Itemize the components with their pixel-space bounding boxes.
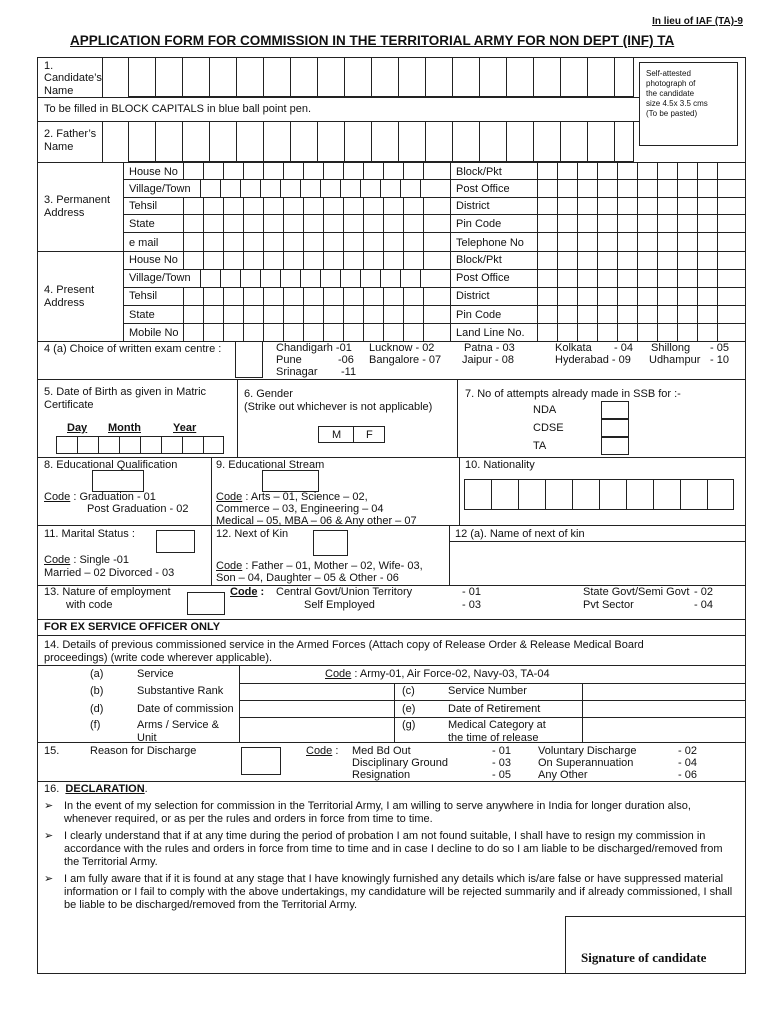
- q15-label: Reason for Discharge: [90, 745, 197, 757]
- centre-shillong: Shillong: [651, 342, 691, 354]
- q8-label: 8. Educational Qualification: [44, 459, 178, 471]
- employment-self-employed: Self Employed: [304, 599, 375, 611]
- q13-label: 13. Nature of employment with code: [44, 586, 171, 611]
- perm-left-cells-4[interactable]: [183, 214, 443, 232]
- ssb-nda-label: NDA: [533, 404, 557, 416]
- employment-self-employed-code: - 03: [462, 599, 481, 611]
- centre-jaipur: Jaipur - 08: [462, 354, 514, 366]
- service-row-d-key: (d): [90, 703, 104, 715]
- centre-udhampur-code: - 10: [710, 354, 729, 366]
- ssb-ta-label: TA: [533, 440, 547, 452]
- service-code-legend: Code : Army-01, Air Force-02, Navy-03, TA-04: [325, 668, 550, 680]
- centre-shillong-code: - 05: [710, 342, 729, 354]
- centre-hyderabad: Hyderabad - 09: [555, 354, 631, 366]
- q12-code-line2: Son – 04, Daughter – 05 & Other - 06: [216, 572, 399, 584]
- ex-service-heading: FOR EX SERVICE OFFICER ONLY: [44, 621, 221, 633]
- next-of-kin-code-box[interactable]: [313, 530, 348, 556]
- discharge-resignation: Resignation: [352, 769, 411, 781]
- pres-left-cells-3[interactable]: [183, 287, 443, 305]
- candidate-name-cells[interactable]: [128, 57, 634, 97]
- q2-label: 2. Father’s Name: [44, 128, 97, 153]
- centre-srinagar-code: -11: [341, 366, 357, 378]
- ssb-cdse-label: CDSE: [533, 422, 564, 434]
- declaration-item-2: ➢ I clearly understand that if at any time during the period of probation I am not found suitable, I shall have to resign my commission in accordance with the rules and orders in force from time to time and in case I decline to do so I am liable to be discharged/removed from the Territorial Army.: [44, 830, 723, 868]
- centre-pune: Pune: [276, 354, 302, 366]
- discharge-med-bd-out: Med Bd Out: [352, 745, 411, 757]
- centre-pune-code: -06: [338, 354, 354, 366]
- q9-label: 9. Educational Stream: [216, 459, 325, 471]
- perm-district-label: District: [456, 200, 490, 212]
- declaration-item-1: ➢ In the event of my selection for commission in the Territorial Army, I am willing to serve anywhere in India for longer duration also, whenever required, or as per the rules and orders in force from time to time.: [44, 800, 691, 825]
- centre-chandigarh: Chandigarh -01: [276, 342, 352, 354]
- pres-block-label: Block/Pkt: [456, 254, 502, 266]
- pres-mobile-label: Mobile No: [129, 327, 179, 339]
- q6-label: 6. Gender: [244, 388, 293, 400]
- q11-code-line1: Code : Single -01: [44, 554, 129, 566]
- declaration-item-3: ➢ I am fully aware that if it is found at any stage that I have knowingly furnished any details which is/are false or have suppressed material information or I fail to comply with the above undertakings, my candidature will be rejected summarily and if already commissioned, I shall be liable to be discharged/removed from the Territorial Army.: [44, 873, 733, 911]
- centre-kolkata-code: - 04: [614, 342, 633, 354]
- centre-patna: Patna - 03: [464, 342, 515, 354]
- discharge-disciplinary: Disciplinary Ground: [352, 757, 448, 769]
- service-row-f-key: (f): [90, 719, 101, 731]
- discharge-voluntary: Voluntary Discharge: [538, 745, 637, 757]
- service-row-e-label: Date of Retirement: [448, 703, 541, 715]
- q12-label: 12. Next of Kin: [216, 528, 289, 540]
- service-row-a-key: (a): [90, 668, 104, 680]
- nationality-cells[interactable]: [464, 479, 739, 510]
- employment-pvt-sector: Pvt Sector: [583, 599, 634, 611]
- pres-left-cells-2[interactable]: [200, 269, 440, 287]
- perm-left-cells-5[interactable]: [183, 232, 443, 251]
- marital-code-box[interactable]: [156, 530, 195, 553]
- service-row-f-label: Arms / Service & Unit: [137, 719, 219, 744]
- q8-code-line2: Post Graduation - 02: [87, 503, 189, 515]
- service-row-g-label: Medical Category at the time of release: [448, 719, 546, 744]
- pres-pin-label: Pin Code: [456, 309, 502, 321]
- pres-left-cells-1[interactable]: [183, 251, 443, 269]
- discharge-superannuation: On Superannuation: [538, 757, 634, 769]
- ssb-cdse-box[interactable]: [601, 419, 629, 437]
- pres-landline-label: Land Line No.: [456, 327, 525, 339]
- perm-email-label: e mail: [129, 237, 159, 249]
- q9-code-line3: Medical – 05, MBA – 06 & Any other – 07: [216, 515, 417, 527]
- employment-pvt-sector-code: - 04: [694, 599, 713, 611]
- dob-month-label: Month: [108, 422, 141, 434]
- q3-label: 3. Permanent Address: [44, 194, 111, 219]
- pres-right-cells-4[interactable]: [557, 305, 737, 323]
- employment-central-govt-code: - 01: [462, 586, 481, 598]
- q1-number: 1.: [44, 60, 54, 72]
- dob-day-label: Day: [67, 422, 88, 434]
- q4a-label: 4 (a) Choice of written exam centre :: [44, 343, 222, 355]
- perm-telephone-label: Telephone No: [456, 237, 524, 249]
- perm-post-office-label: Post Office: [456, 183, 510, 195]
- perm-right-cells-1[interactable]: [557, 162, 737, 180]
- perm-block-label: Block/Pkt: [456, 166, 502, 178]
- service-row-c-label: Service Number: [448, 685, 527, 697]
- qualification-code-box[interactable]: [92, 470, 144, 492]
- q10-label: 10. Nationality: [465, 459, 535, 471]
- perm-pin-label: Pin Code: [456, 218, 502, 230]
- discharge-any-other: Any Other: [538, 769, 588, 781]
- employment-code-box[interactable]: [187, 592, 225, 615]
- pres-right-cells-3[interactable]: [557, 287, 737, 305]
- perm-tehsil-label: Tehsil: [129, 200, 158, 212]
- declaration-list: [44, 800, 740, 916]
- q6-note: (Strike out whichever is not applicable): [244, 401, 433, 413]
- pres-right-cells-1[interactable]: [557, 251, 737, 269]
- perm-house-no-label: House No: [129, 166, 178, 178]
- arrow-bullet-icon: ➢: [44, 800, 54, 812]
- q4-label: 4. Present Address: [44, 284, 95, 309]
- q11-code-line2: Married – 02 Divorced - 03: [44, 567, 175, 579]
- q8-code-line1: Code : Graduation - 01: [44, 491, 156, 503]
- block-capitals-note: To be filled in BLOCK CAPITALS in blue ball point pen.: [44, 103, 312, 115]
- gender-male-label: M: [332, 429, 342, 441]
- q9-code-line1: Code : Arts – 01, Science – 02,: [216, 491, 368, 503]
- q16-heading: 16. DECLARATION.: [44, 783, 148, 795]
- pres-district-label: District: [456, 290, 490, 302]
- service-row-b-key: (b): [90, 685, 104, 697]
- exam-centre-code-box[interactable]: [235, 341, 263, 378]
- q11-label: 11. Marital Status :: [44, 528, 135, 540]
- discharge-code-box[interactable]: [241, 747, 281, 775]
- pres-right-cells-5[interactable]: [557, 323, 737, 341]
- centre-lucknow: Lucknow - 02: [369, 342, 435, 354]
- discharge-superannuation-code: - 04: [678, 757, 697, 769]
- employment-state-govt-code: - 02: [694, 586, 713, 598]
- arrow-bullet-icon: ➢: [44, 830, 54, 842]
- dob-cells[interactable]: [56, 436, 224, 454]
- ssb-nda-box[interactable]: [601, 401, 629, 419]
- centre-kolkata: Kolkata: [555, 342, 592, 354]
- employment-state-govt: State Govt/Semi Govt: [583, 586, 690, 598]
- discharge-resignation-code: - 05: [492, 769, 511, 781]
- gender-female-label: F: [366, 429, 373, 441]
- perm-left-cells-3[interactable]: [183, 197, 443, 215]
- pres-post-office-label: Post Office: [456, 272, 510, 284]
- q14-text-line1: 14. Details of previous commissioned service in the Armed Forces (Attach copy of Release Order & Release Medical Board: [44, 639, 644, 651]
- q1-label: Candidate’s Name: [44, 72, 102, 97]
- q13-code-label: Code :: [230, 586, 265, 598]
- employment-central-govt: Central Govt/Union Territory: [276, 586, 413, 598]
- form-reference: In lieu of IAF (TA)-9: [652, 16, 743, 27]
- discharge-disciplinary-code: - 03: [492, 757, 511, 769]
- q14-text-line2: proceedings) (write code wherever applicable).: [44, 652, 273, 664]
- ssb-ta-box[interactable]: [601, 437, 629, 455]
- service-row-e-key: (e): [402, 703, 416, 715]
- discharge-any-other-code: - 06: [678, 769, 697, 781]
- father-name-cells[interactable]: [128, 121, 634, 162]
- centre-bangalore: Bangalore - 07: [369, 354, 442, 366]
- service-row-c-key: (c): [402, 685, 415, 697]
- stream-code-box[interactable]: [262, 470, 319, 492]
- centre-udhampur: Udhampur: [649, 354, 701, 366]
- discharge-voluntary-code: - 02: [678, 745, 697, 757]
- service-row-d-label: Date of commission: [137, 703, 234, 715]
- pres-village-label: Village/Town: [129, 272, 191, 284]
- q7-label: 7. No of attempts already made in SSB for :-: [465, 388, 681, 400]
- pres-tehsil-label: Tehsil: [129, 290, 158, 302]
- perm-right-cells-5[interactable]: [557, 232, 737, 251]
- perm-village-label: Village/Town: [129, 183, 191, 195]
- perm-state-label: State: [129, 218, 155, 230]
- q12-code-line1: Code : Father – 01, Mother – 02, Wife- 03,: [216, 560, 423, 572]
- arrow-bullet-icon: ➢: [44, 873, 54, 885]
- service-row-g-key: (g): [402, 719, 416, 731]
- centre-srinagar: Srinagar: [276, 366, 318, 378]
- q15-number: 15.: [44, 745, 60, 757]
- pres-left-cells-4[interactable]: [183, 305, 443, 323]
- signature-label: Signature of candidate: [581, 950, 707, 965]
- form-title: APPLICATION FORM FOR COMMISSION IN THE TERRITORIAL ARMY FOR NON DEPT (INF) TA: [70, 33, 675, 48]
- pres-house-no-label: House No: [129, 254, 178, 266]
- perm-right-cells-3[interactable]: [557, 197, 737, 215]
- service-row-a-label: Service: [137, 668, 174, 680]
- pres-right-cells-2[interactable]: [557, 269, 737, 287]
- pres-left-cells-5[interactable]: [183, 323, 443, 341]
- q5-label: 5. Date of Birth as given in Matric Certificate: [44, 386, 207, 411]
- perm-right-cells-2[interactable]: [557, 179, 737, 197]
- perm-right-cells-4[interactable]: [557, 214, 737, 232]
- photo-instructions: Self-attested photograph of the candidate size 4.5x 3.5 cms (To be pasted): [646, 69, 708, 118]
- signature-box[interactable]: [565, 916, 746, 974]
- perm-left-cells-1[interactable]: [183, 162, 443, 180]
- q9-code-line2: Commerce – 03, Engineering – 04: [216, 503, 384, 515]
- service-row-b-label: Substantive Rank: [137, 685, 224, 697]
- pres-state-label: State: [129, 309, 155, 321]
- q12a-label: 12 (a). Name of next of kin: [455, 528, 585, 540]
- discharge-med-bd-out-code: - 01: [492, 745, 511, 757]
- dob-year-label: Year: [173, 422, 197, 434]
- perm-left-cells-2[interactable]: [200, 179, 440, 197]
- q15-code-label: Code :: [306, 745, 339, 757]
